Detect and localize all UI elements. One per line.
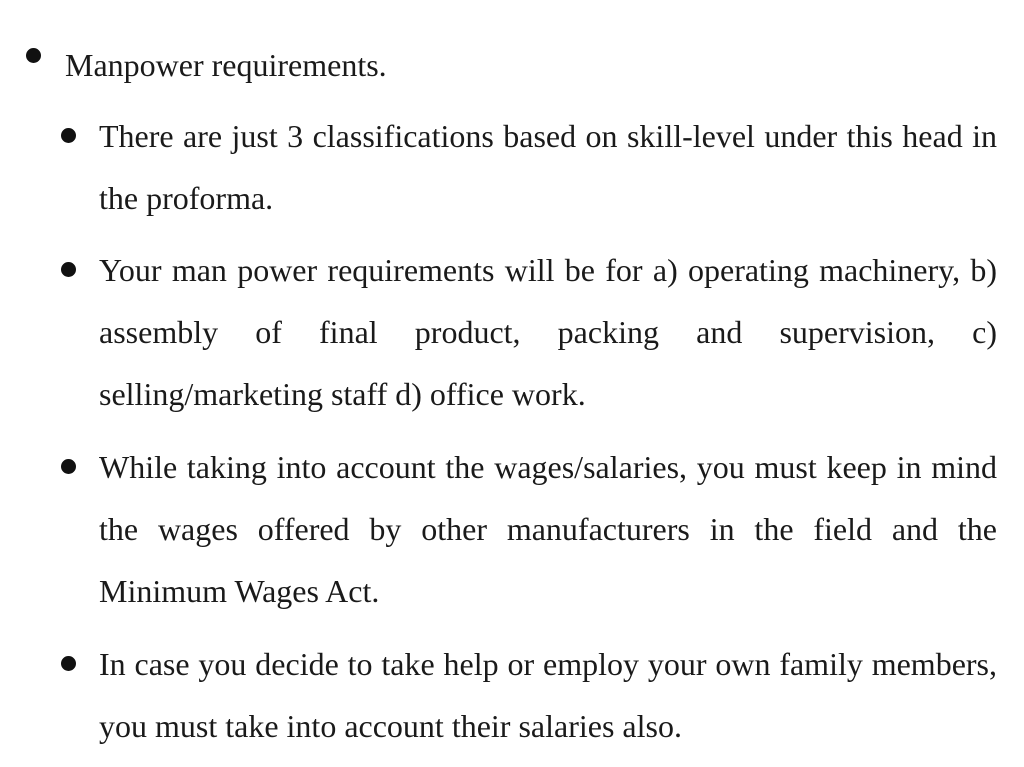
bullet-dot-icon — [61, 128, 76, 143]
bullet-dot-icon — [61, 459, 76, 474]
main-bullet-text: Manpower requirements. — [65, 47, 387, 83]
sub-bullet-4 — [60, 646, 1000, 757]
sub-bullet-3 — [60, 449, 1000, 622]
bullet-dot-icon — [26, 48, 41, 63]
sub-bullet-1 — [60, 118, 1000, 229]
sub-bullet-text: In case you decide to take help or employ your own family members, you must take into account their salaries also. — [99, 646, 997, 744]
sub-bullet-2 — [60, 252, 1000, 425]
sub-bullet-text: There are just 3 classifications based on skill-level under this head in the proforma. — [99, 118, 997, 216]
sub-bullet-text: While taking into account the wages/salaries, you must keep in mind the wages offered by other manufacturers in the field and the Minimum Wages Act. — [99, 449, 997, 609]
main-bullet — [20, 40, 1000, 90]
bullet-dot-icon — [61, 656, 76, 671]
sub-bullet-text: Your man power requirements will be for a) operating machinery, b) assembly of final product, packing and supervision, c) selling/marketing staff d) office work. — [99, 252, 997, 412]
bullet-dot-icon — [61, 262, 76, 277]
